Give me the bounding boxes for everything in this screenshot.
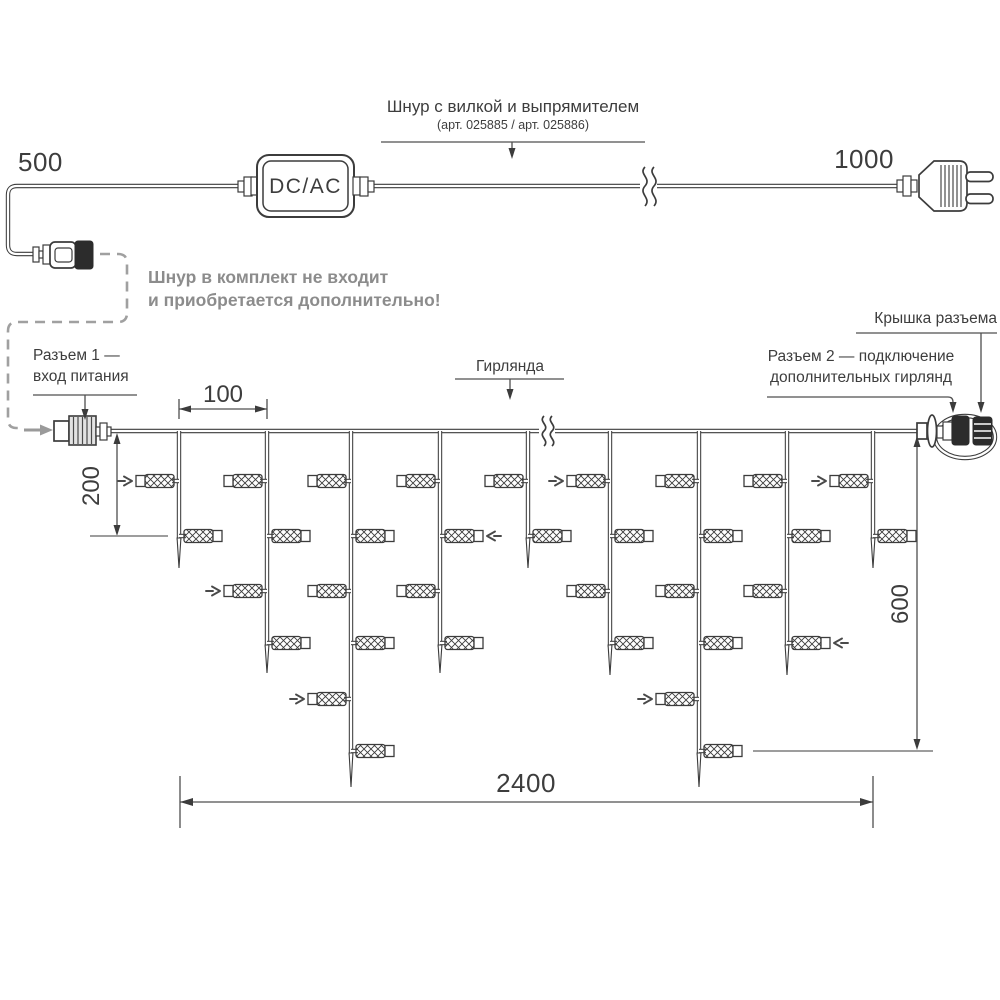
bulb-cap <box>308 694 317 705</box>
bulb-direction-arrow <box>290 695 304 704</box>
led-bulb <box>397 585 440 598</box>
bulb-cap <box>385 746 394 757</box>
bulb-direction-arrow <box>118 477 132 486</box>
bulb-cap <box>224 586 233 597</box>
bulb-cap <box>656 476 665 487</box>
dim-600-label: 600 <box>887 583 914 625</box>
drop-tip <box>608 645 612 675</box>
connector1-line2: вход питания <box>33 368 129 386</box>
led-bulb <box>440 637 483 650</box>
led-bulb <box>656 693 699 706</box>
led-bulb <box>224 475 267 488</box>
icicle-drop <box>308 431 394 787</box>
bulb-cap <box>644 531 653 542</box>
cord-subtitle: (арт. 025885 / арт. 025886) <box>437 118 589 133</box>
bulb-cap <box>301 531 310 542</box>
connector2-label <box>765 346 957 389</box>
bulb-cap <box>136 476 145 487</box>
bulb-cap <box>385 531 394 542</box>
connector1-line1: Разъем 1 — <box>33 347 120 364</box>
bulb-cap <box>907 531 916 542</box>
icicle-drops <box>118 431 916 787</box>
bulb-cap <box>562 531 571 542</box>
connector1-label <box>33 345 129 388</box>
plug-prong-top <box>966 172 993 182</box>
led-bulb <box>267 637 310 650</box>
led-bulb <box>699 745 742 758</box>
led-bulb <box>567 585 610 598</box>
dashed-route-arrowhead <box>40 425 53 436</box>
bulb-cap <box>308 586 317 597</box>
led-bulb <box>699 530 742 543</box>
bulb-cap <box>830 476 839 487</box>
icicle-drop <box>136 431 222 568</box>
dim-500-label: 500 <box>18 147 63 177</box>
power-cord <box>8 186 898 254</box>
drop-tip <box>438 645 442 673</box>
bulb-cap <box>385 638 394 649</box>
cap-label: Крышка разъема <box>874 310 997 327</box>
led-bulb <box>528 530 571 543</box>
bulb-cap <box>744 586 753 597</box>
garland-label: Гирлянда <box>476 358 544 375</box>
drop-tip <box>265 645 269 673</box>
led-bulb <box>656 585 699 598</box>
bulb-cap <box>397 586 406 597</box>
drop-tip <box>697 753 701 787</box>
bulb-cap <box>821 638 830 649</box>
garland-connector-1 <box>54 416 111 445</box>
led-bulb <box>873 530 916 543</box>
led-bulb <box>351 530 394 543</box>
cord-output-connector <box>33 241 93 269</box>
connector2-line1: Разъем 2 — подключение <box>767 348 955 365</box>
bulb-cap <box>656 694 665 705</box>
bulb-cap <box>485 476 494 487</box>
led-bulb <box>308 585 351 598</box>
led-bulb <box>267 530 310 543</box>
not-included-note <box>148 266 441 312</box>
cord-title-block <box>363 96 663 134</box>
icicle-drop <box>830 431 916 568</box>
bulb-cap <box>308 476 317 487</box>
bulb-cap <box>821 531 830 542</box>
led-bulb <box>744 475 787 488</box>
dim-200-label: 200 <box>78 465 105 507</box>
icicle-drop <box>656 431 742 787</box>
led-bulb <box>179 530 222 543</box>
cord-break-symbol <box>640 167 657 206</box>
led-bulb <box>308 475 351 488</box>
led-bulb <box>351 637 394 650</box>
dcac-label: DC/AC <box>269 175 342 198</box>
note-line-2: и приобретается дополнительно! <box>148 290 441 311</box>
icicle-drop <box>744 431 830 675</box>
bulb-cap <box>301 638 310 649</box>
led-bulb <box>787 530 830 543</box>
bulb-cap <box>744 476 753 487</box>
led-bulb <box>567 475 610 488</box>
bulb-cap <box>213 531 222 542</box>
icicle-drop <box>224 431 310 673</box>
bulb-cap <box>474 638 483 649</box>
led-bulb <box>440 530 483 543</box>
bulb-cap <box>567 586 576 597</box>
connector2-line2: дополнительных гирлянд <box>770 369 952 387</box>
bulb-cap <box>733 638 742 649</box>
icicle-drop <box>567 431 653 675</box>
dim-2400-label: 2400 <box>496 768 556 798</box>
led-bulb <box>610 637 653 650</box>
drop-tip <box>349 753 353 787</box>
icicle-drop <box>485 431 571 568</box>
bulb-direction-arrow <box>638 695 652 704</box>
led-bulb <box>830 475 873 488</box>
bulb-cap <box>733 531 742 542</box>
garland-connector-2 <box>917 415 995 458</box>
connector-2-body <box>952 416 969 445</box>
bulb-direction-arrow <box>487 532 501 541</box>
garland-break-symbol <box>539 416 555 446</box>
led-bulb <box>351 745 394 758</box>
bulb-cap <box>656 586 665 597</box>
bulb-direction-arrow <box>812 477 826 486</box>
led-bulb <box>397 475 440 488</box>
plug-prong-bottom <box>966 194 993 204</box>
cord-title: Шнур с вилкой и выпрямителем <box>386 97 640 116</box>
bulb-direction-arrow <box>549 477 563 486</box>
led-bulb <box>136 475 179 488</box>
led-bulb <box>699 637 742 650</box>
connector-cap <box>973 417 992 445</box>
icicle-drop <box>397 431 483 673</box>
led-bulb <box>224 585 267 598</box>
drop-tip <box>871 538 875 568</box>
bulb-direction-arrow <box>206 587 220 596</box>
led-bulb <box>610 530 653 543</box>
bulb-direction-arrow <box>834 639 848 648</box>
drop-tip <box>177 538 181 568</box>
bulb-cap <box>397 476 406 487</box>
dim-100-label: 100 <box>202 381 244 408</box>
power-plug <box>897 161 993 211</box>
led-bulb <box>787 637 830 650</box>
bulb-cap <box>644 638 653 649</box>
bulb-cap <box>224 476 233 487</box>
led-bulb <box>656 475 699 488</box>
drop-tip <box>785 645 789 675</box>
bulb-cap <box>567 476 576 487</box>
bulb-cap <box>733 746 742 757</box>
led-bulb <box>485 475 528 488</box>
bulb-cap <box>474 531 483 542</box>
led-bulb <box>308 693 351 706</box>
dim-1000-label: 1000 <box>834 144 894 174</box>
led-bulb <box>744 585 787 598</box>
note-line-1: Шнур в комплект не входит <box>148 267 389 287</box>
drop-tip <box>526 538 530 568</box>
